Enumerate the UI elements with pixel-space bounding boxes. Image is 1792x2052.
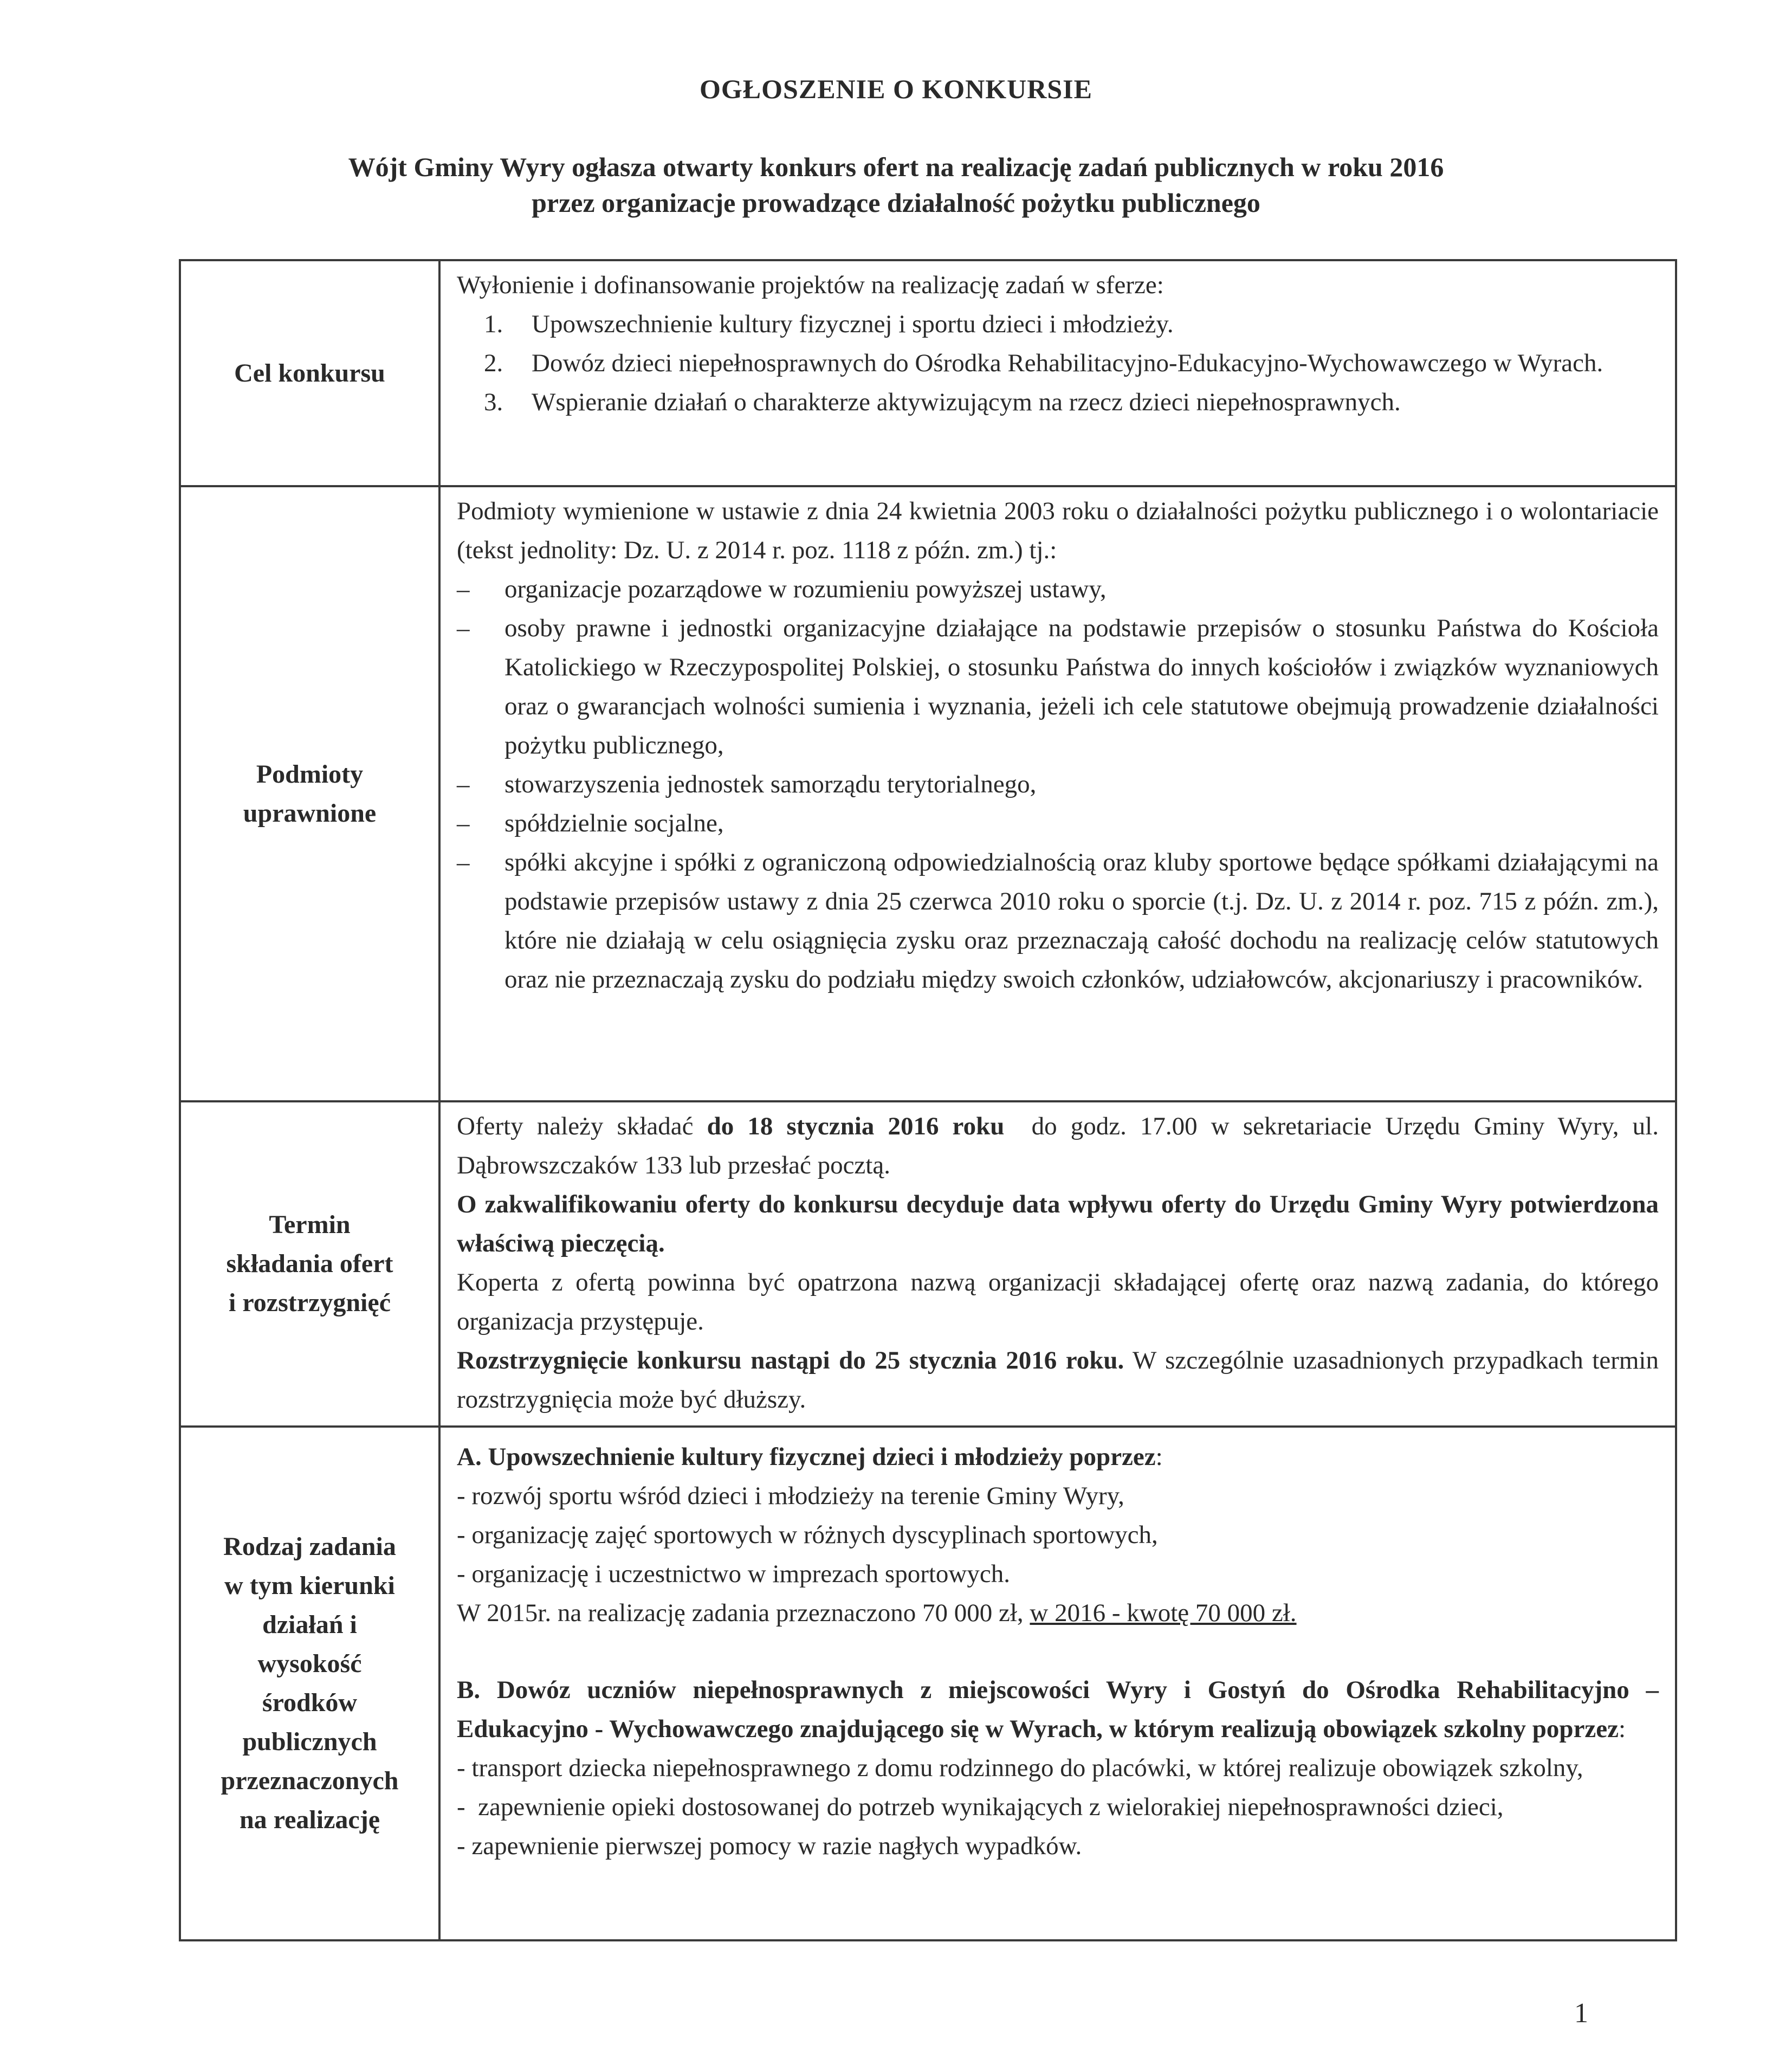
row-content [439, 1427, 1676, 1940]
section-a-heading [457, 1437, 1659, 1476]
text: Oferty należy składać [457, 1112, 707, 1140]
text: do godz. 17.00 w sekretariacie Urzędu Gminy Wyry, ul. Dąbrowszczaków 133 lub przesłać pocztą. [457, 1112, 1665, 1179]
subtitle-line-1: Wójt Gminy Wyry ogłasza otwarty konkurs ofert na realizację zadań publicznych w roku 2016 [348, 152, 1444, 182]
heading-text: B. Dowóz uczniów niepełnosprawnych z miejscowości Wyry i Gostyń do Ośrodka Rehabilitacyjno – Edukacyjno - Wychowawczego znajdującego się w Wyrach, w którym realizują obowiązek szkolny poprzez [457, 1676, 1659, 1743]
announcement-table [179, 259, 1677, 1941]
list-text: organizacje pozarządowe w rozumieniu powyższej ustawy, [504, 575, 1107, 603]
dash-bullet: – [457, 770, 470, 798]
list-item [484, 383, 1659, 422]
qualification-note: O zakwalifikowaniu oferty do konkursu decyduje data wpływu oferty do Urzędu Gminy Wyry potwierdzona właściwą pieczęcią. [457, 1190, 1659, 1257]
list-item: - organizację i uczestnictwo w imprezach sportowych. [457, 1560, 1010, 1588]
dash-bullet: – [457, 614, 470, 642]
list-text: stowarzyszenia jednostek samorządu terytorialnego, [504, 770, 1037, 798]
list-text: spółdzielnie socjalne, [504, 809, 724, 837]
deadline-date: do 18 stycznia 2016 roku [707, 1112, 1005, 1140]
list-number: 2. [484, 349, 503, 377]
dash-bullet: – [457, 848, 470, 876]
list-text: osoby prawne i jednostki organizacyjne działające na podstawie przepisów o stosunku Państwa do Kościoła Katolickiego w Rzeczypospolitej Polskiej, o stosunku Państwa do innych kościołów i związków wyznaniowych oraz o gwarancjach wolności sumienia i wyznania, jeżeli ich cele statutowe obejmują prowadzenie działalności pożytku publicznego, [504, 614, 1659, 759]
row-label-line: i rozstrzygnięć [229, 1288, 391, 1317]
list-item [457, 765, 1659, 804]
row-label-text: Cel konkursu [234, 358, 385, 388]
row-label-line: środków [262, 1688, 358, 1717]
document-title: OGŁOSZENIE O KONKURSIE [700, 74, 1092, 104]
row-label-line: wysokość [257, 1649, 362, 1678]
list-text: Dowóz dzieci niepełnosprawnych do Ośrodka Rehabilitacyjno-Edukacyjno-Wychowawczego w Wyrach. [532, 349, 1603, 377]
row-label-line: w tym kierunki [224, 1571, 395, 1600]
intro-text: Wyłonienie i dofinansowanie projektów na realizację zadań w sferze: [457, 271, 1164, 299]
row-label [180, 1427, 439, 1940]
list-item [457, 843, 1659, 999]
row-label-line: na realizację [239, 1805, 380, 1834]
row-label-line: publicznych [242, 1727, 377, 1756]
list-text: spółki akcyjne i spółki z ograniczoną odpowiedzialnością oraz kluby sportowe będące spółkami działającymi na podstawie przepisów ustawy z dnia 25 czerwca 2010 roku o sporcie (t.j. Dz. U. z 2014 r. poz. 715 z późn. zm.), które nie działają w celu osiągnięcia zysku oraz przeznaczają całość dochodu na realizację celów statutowych oraz nie przeznaczają zysku do podziału między swoich członków, udziałowców, akcjonariuszy i pracowników. [504, 848, 1659, 993]
row-label-line: Termin [269, 1210, 351, 1239]
row-label-line: Podmioty [256, 759, 364, 789]
section-b-heading [457, 1670, 1659, 1748]
funding-line [457, 1593, 1659, 1632]
list-item: - organizację zajęć sportowych w różnych dyscyplinach sportowych, [457, 1521, 1158, 1549]
row-label-line: Rodzaj zadania [223, 1532, 396, 1561]
row-content [439, 260, 1676, 486]
row-content [439, 1101, 1676, 1427]
colon: : [1619, 1715, 1626, 1743]
text: W szczególnie uzasadnionych przypadkach termin rozstrzygnięcia może być dłuższy. [457, 1346, 1659, 1414]
list-item [457, 609, 1659, 765]
dash-bullet: – [457, 575, 470, 603]
list-item: - zapewnienie opieki dostosowanej do potrzeb wynikających z wielorakiej niepełnosprawności dzieci, [457, 1793, 1504, 1821]
page-number: 1 [1574, 1998, 1588, 2029]
list-item: - transport dziecka niepełnosprawnego z domu rodzinnego do placówki, w której realizuje obowiązek szkolny, [457, 1754, 1583, 1782]
resolution-paragraph [457, 1341, 1659, 1419]
list-item: - zapewnienie pierwszej pomocy w razie nagłych wypadków. [457, 1832, 1082, 1860]
list-item [457, 804, 1659, 843]
heading-text: A. Upowszechnienie kultury fizycznej dzieci i młodzieży poprzez [457, 1443, 1156, 1471]
funding-2016: w 2016 - kwotę 70 000 zł. [1030, 1599, 1297, 1627]
table-row-termin [180, 1101, 1676, 1427]
list-item [484, 344, 1659, 383]
row-content [439, 486, 1676, 1101]
list-item [457, 570, 1659, 609]
row-label-line: składania ofert [226, 1249, 393, 1278]
list-item [484, 305, 1659, 344]
spacer [457, 1632, 1659, 1670]
table-row-rodzaj-zadania [180, 1427, 1676, 1940]
row-label-line: działań i [262, 1610, 357, 1639]
document-subtitle [0, 149, 1792, 221]
subtitle-line-2: przez organizacje prowadzące działalność pożytku publicznego [532, 188, 1260, 218]
list-number: 3. [484, 388, 503, 416]
colon: : [1155, 1443, 1163, 1471]
table-row-cel-konkursu [180, 260, 1676, 486]
dash-bullet: – [457, 809, 470, 837]
deadline-paragraph [457, 1107, 1665, 1185]
row-label-line: uprawnione [243, 798, 377, 828]
list-text: Upowszechnienie kultury fizycznej i sportu dzieci i młodzieży. [532, 310, 1174, 338]
intro-text: Podmioty wymienione w ustawie z dnia 24 kwietnia 2003 roku o działalności pożytku publicznego i o wolontariacie (tekst jednolity: Dz. U. z 2014 r. poz. 1118 z późn. zm.) tj.: [457, 497, 1659, 564]
envelope-note: Koperta z ofertą powinna być opatrzona nazwą organizacji składającej ofertę oraz nazwą zadania, do którego organizacja przystępuje. [457, 1268, 1659, 1335]
list-text: Wspieranie działań o charakterze aktywizującym na rzecz dzieci niepełnosprawnych. [532, 388, 1401, 416]
row-label [180, 486, 439, 1101]
list-item: - rozwój sportu wśród dzieci i młodzieży na terenie Gminy Wyry, [457, 1482, 1124, 1510]
row-label-line: przeznaczonych [221, 1766, 399, 1795]
table-row-podmioty-uprawnione [180, 486, 1676, 1101]
list-number: 1. [484, 310, 503, 338]
row-label [180, 1101, 439, 1427]
row-label [180, 260, 439, 486]
funding-2015: W 2015r. na realizację zadania przeznaczono 70 000 zł, [457, 1599, 1030, 1627]
resolution-date: Rozstrzygnięcie konkursu nastąpi do 25 stycznia 2016 roku. [457, 1346, 1124, 1375]
